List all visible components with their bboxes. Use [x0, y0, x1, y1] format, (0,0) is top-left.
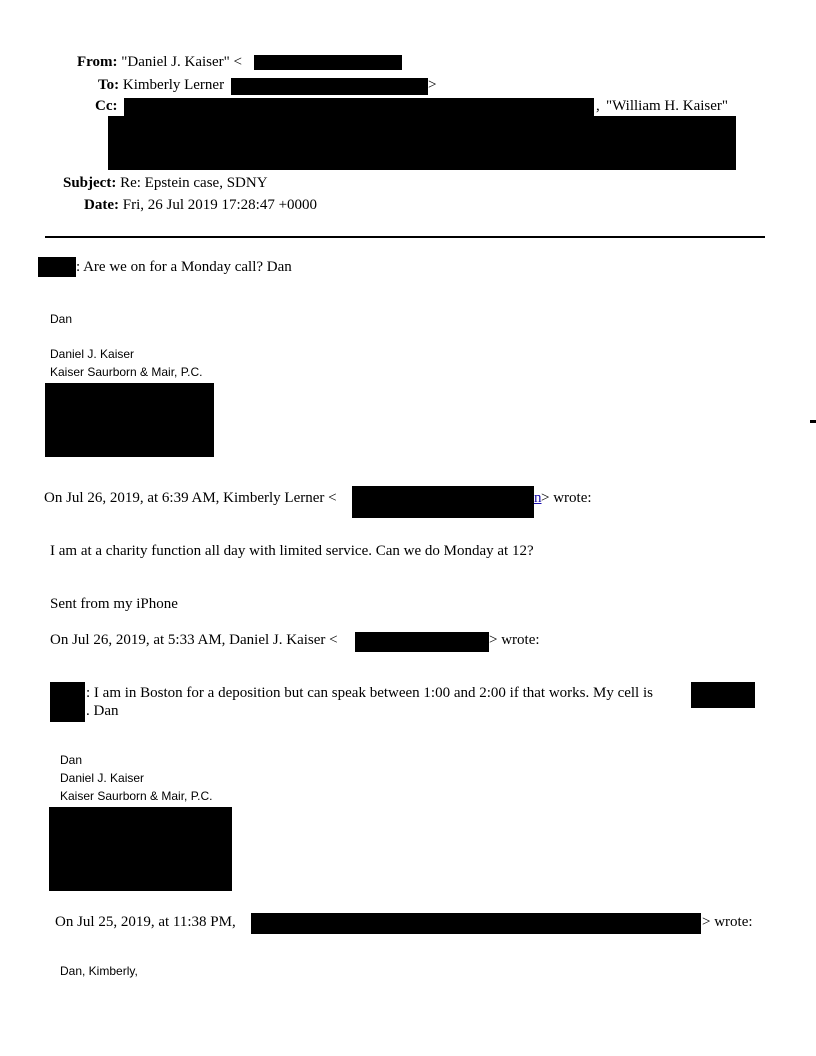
quote2-body-line2: . Dan: [86, 703, 119, 719]
redaction-cc-line1: [124, 98, 594, 116]
cc-label: Cc:: [95, 98, 118, 114]
redaction-salutation-1: [38, 257, 76, 277]
quote3-attribution: On Jul 25, 2019, at 11:38 PM,: [55, 914, 236, 930]
message1-sig-firm: Kaiser Saurborn & Mair, P.C.: [50, 365, 203, 379]
from-label: From:: [77, 54, 118, 70]
redaction-cc-block: [108, 116, 736, 170]
redaction-quote2-email: [355, 632, 489, 652]
quote2-wrote: > wrote:: [489, 632, 540, 648]
redaction-quote3-sender: [251, 913, 701, 934]
from-row: [77, 54, 242, 71]
to-value: Kimberly Lerner: [122, 77, 225, 93]
quote1-sent-from: Sent from my iPhone: [50, 596, 178, 612]
redaction-signature-2: [49, 807, 232, 891]
to-row: [98, 77, 224, 94]
redaction-to-email: [231, 78, 428, 95]
message1-signoff: Dan: [50, 312, 73, 326]
from-value: "Daniel J. Kaiser" <: [121, 54, 242, 70]
quote3-greeting: Dan, Kimberly,: [60, 964, 138, 978]
quote1-wrote: > wrote:: [541, 490, 592, 506]
cc-value: "William H. Kaiser": [606, 98, 729, 114]
quote1-attribution: On Jul 26, 2019, at 6:39 AM, Kimberly Lerner <: [44, 490, 337, 506]
to-label: To:: [98, 77, 120, 93]
quote2-signoff: Dan: [60, 753, 83, 767]
redaction-salutation-2: [50, 682, 85, 722]
date-label: Date:: [84, 197, 119, 213]
subject-label: Subject:: [63, 175, 117, 191]
subject-row: [63, 175, 268, 192]
message1-body: : Are we on for a Monday call? Dan: [76, 259, 292, 275]
quote2-sig-firm: Kaiser Saurborn & Mair, P.C.: [60, 789, 213, 803]
quote3-wrote: > wrote:: [702, 914, 753, 930]
redaction-from-email: [254, 55, 402, 70]
quote1-email-link[interactable]: n: [534, 490, 542, 506]
quote2-sig-name: Daniel J. Kaiser: [60, 771, 145, 785]
date-value: Fri, 26 Jul 2019 17:28:47 +0000: [122, 197, 318, 213]
subject-value: Re: Epstein case, SDNY: [120, 175, 268, 191]
redaction-quote1-email: [352, 486, 534, 518]
date-row: [84, 197, 317, 214]
redaction-signature-1: [45, 383, 214, 457]
header-divider: [45, 236, 765, 238]
redaction-cell-number: [691, 682, 755, 708]
quote2-body-line1: : I am in Boston for a deposition but can speak between 1:00 and 2:00 if that works. My cell is: [86, 685, 653, 701]
quote1-body: I am at a charity function all day with limited service. Can we do Monday at 12?: [50, 543, 534, 559]
quote2-attribution: On Jul 26, 2019, at 5:33 AM, Daniel J. Kaiser <: [50, 632, 338, 648]
to-close: >: [428, 77, 437, 93]
edge-mark: [810, 420, 816, 423]
message1-sig-name: Daniel J. Kaiser: [50, 347, 135, 361]
cc-sep: ,: [596, 98, 600, 114]
cc-label-row: [95, 98, 118, 115]
